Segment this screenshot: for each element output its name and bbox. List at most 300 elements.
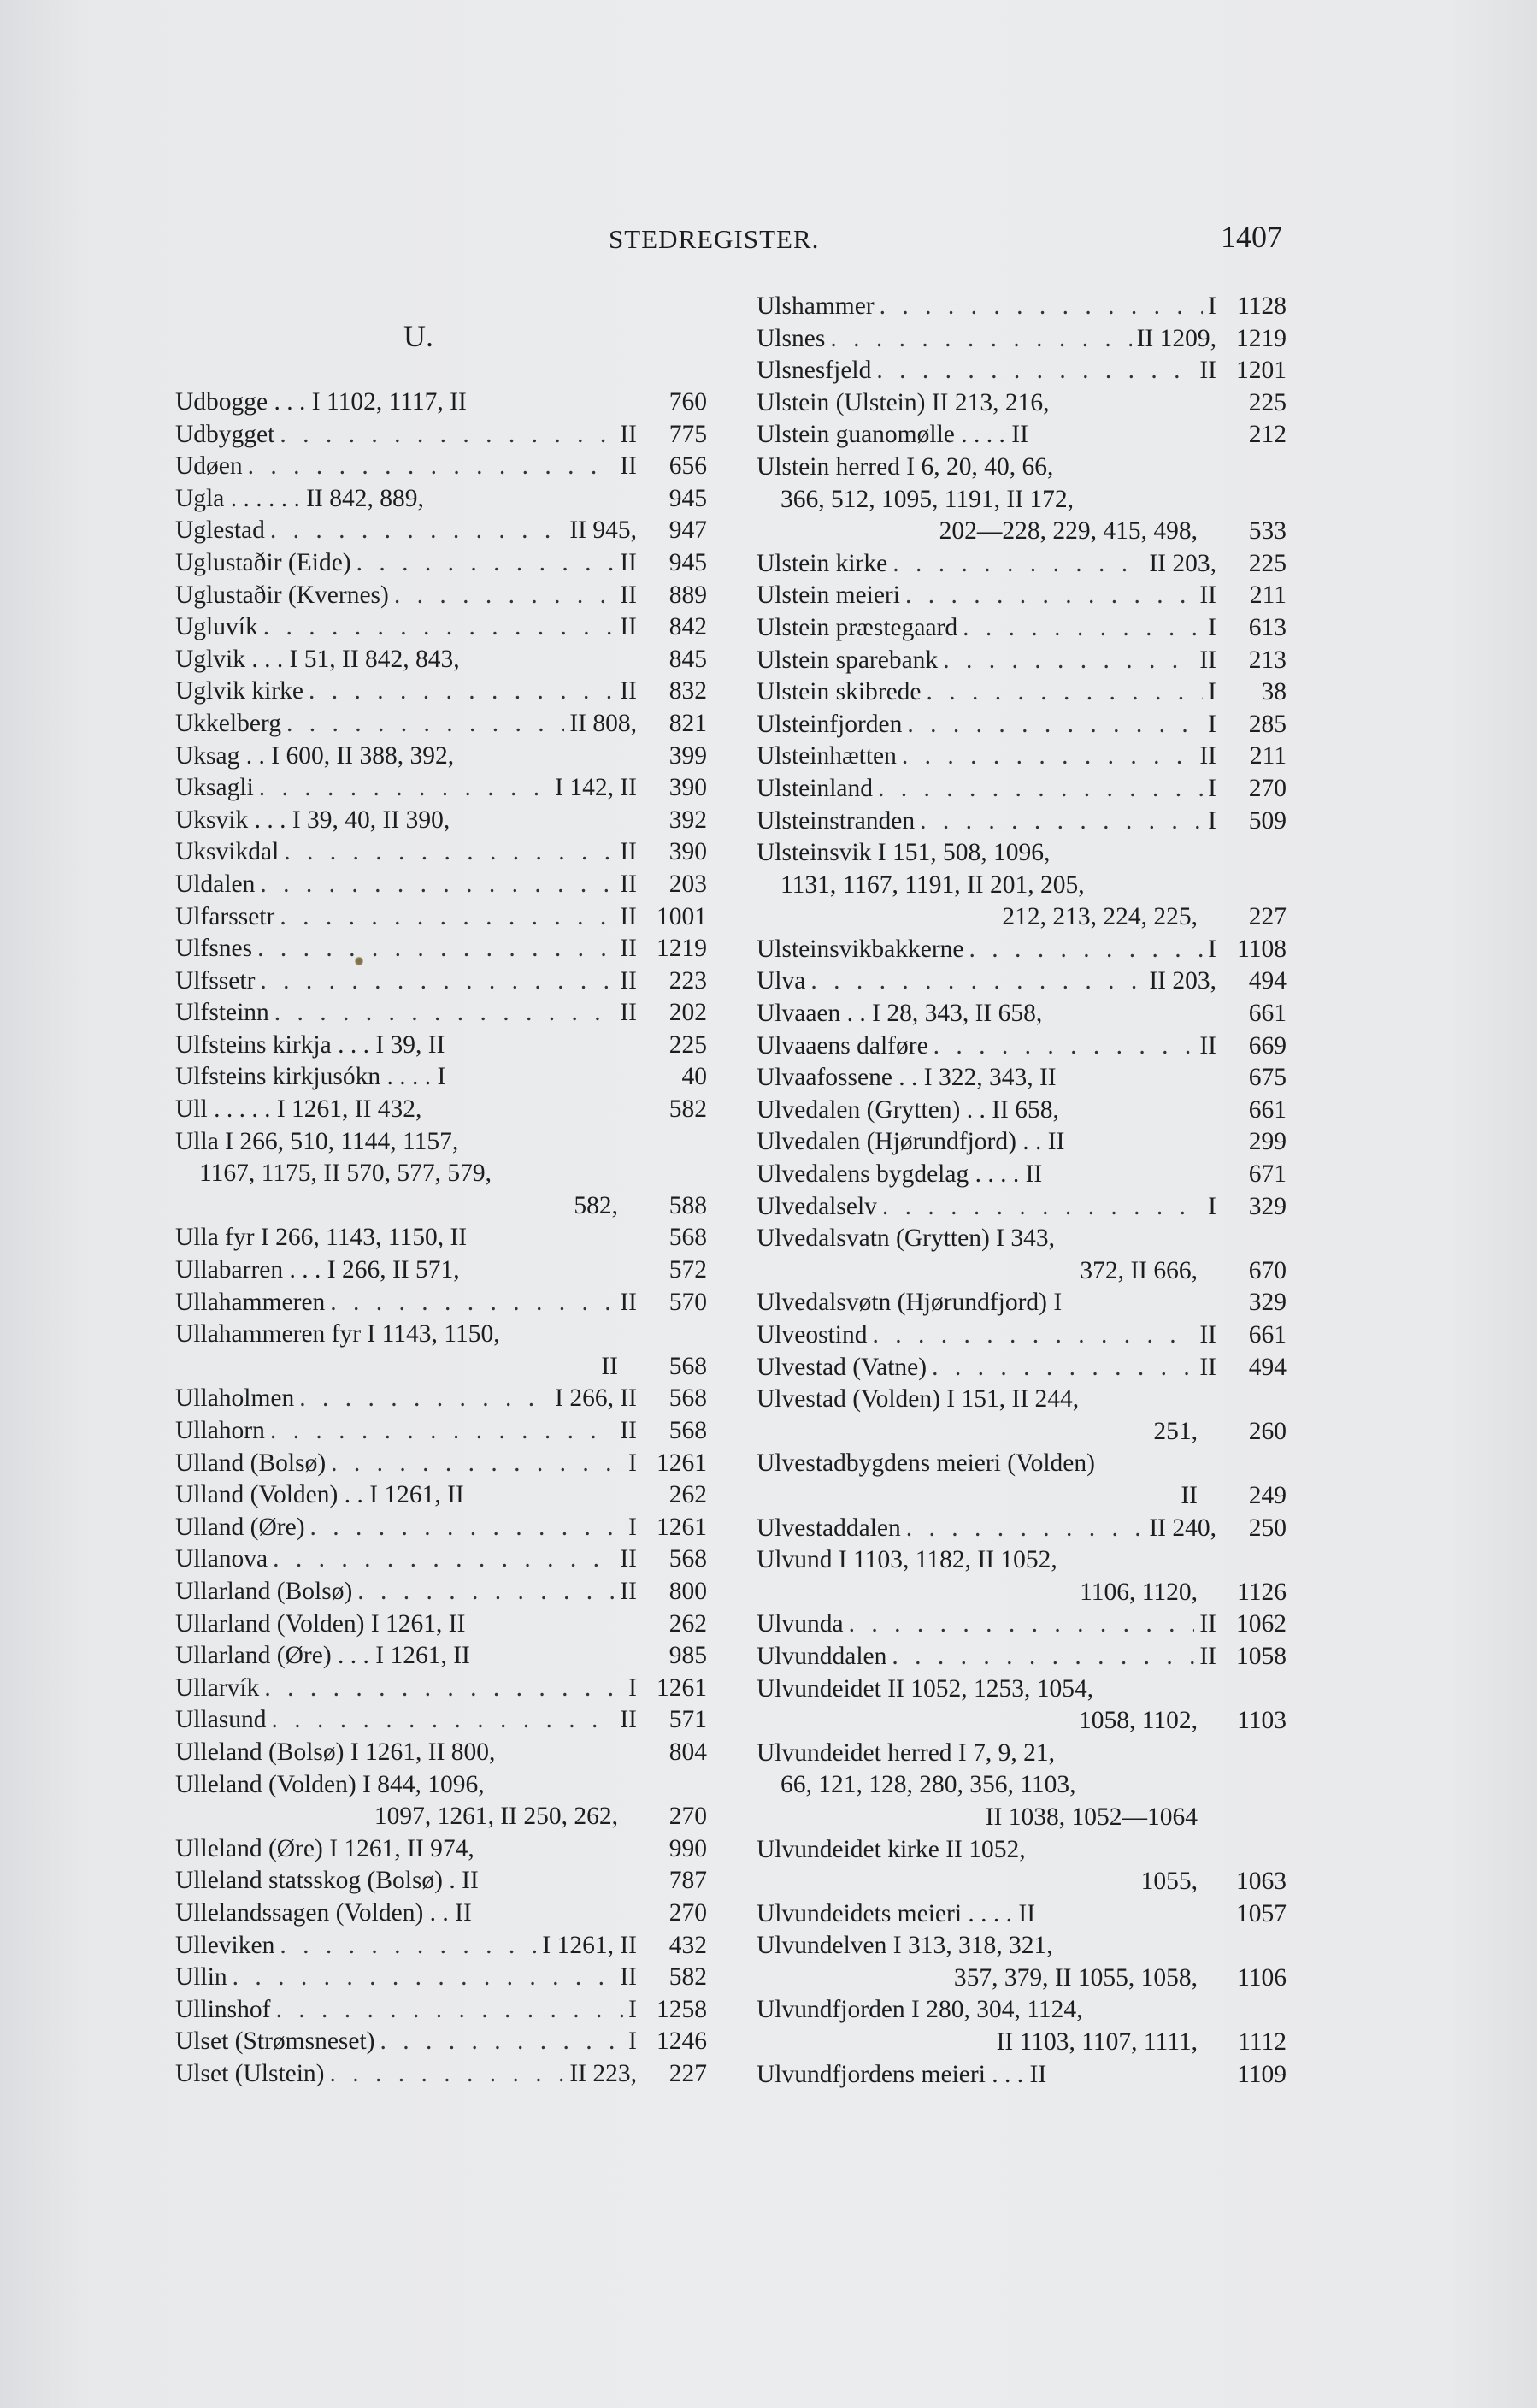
- page-reference: 669: [1248, 1031, 1287, 1059]
- leader-dots: [255, 869, 615, 901]
- index-entry: [757, 1191, 1287, 1224]
- entry-text: Ulsnes: [757, 324, 826, 352]
- index-line: [175, 387, 707, 419]
- page-reference: 390: [668, 838, 707, 866]
- entry-text: Uglvik . . . I 51, II 842, 843,: [175, 645, 460, 673]
- entry-text: Ull . . . . . I 1261, II 432,: [175, 1095, 422, 1124]
- page-reference: 285: [1248, 710, 1287, 738]
- index-line: [175, 1769, 707, 1802]
- entry-text: Ulsteinstranden: [757, 806, 916, 835]
- index-line: [175, 1061, 707, 1094]
- index-line: [757, 741, 1287, 773]
- index-line: [175, 1833, 707, 1866]
- entry-text: Ulleland (Bolsø) I 1261, II 800,: [175, 1738, 496, 1766]
- entry-references: II: [620, 581, 637, 609]
- entry-text: 251,: [1153, 1417, 1198, 1445]
- entry-text: 212, 213, 224, 225,: [1002, 903, 1198, 931]
- index-line: [757, 1608, 1287, 1641]
- index-line: [175, 997, 707, 1030]
- index-line: [175, 1608, 707, 1641]
- leader-dots: [227, 1962, 615, 1994]
- entry-references: I: [1208, 613, 1216, 641]
- entry-text: Ulleviken: [175, 1931, 275, 1959]
- leader-dots: [897, 741, 1194, 773]
- entry-text: Uldalen: [175, 870, 256, 898]
- page-reference: 211: [1249, 742, 1287, 770]
- entry-text: Ulvundelven I 313, 318, 321,: [757, 1932, 1053, 1960]
- entry-text: Ulset (Ulstein): [175, 2059, 325, 2087]
- index-entry: [757, 1994, 1287, 2058]
- entry-text: 202—228, 229, 415, 498,: [939, 517, 1198, 546]
- leader-dots: [325, 1287, 615, 1319]
- entry-text: 1055,: [1140, 1868, 1198, 1896]
- page-reference: 223: [668, 966, 707, 994]
- page-reference: 38: [1261, 678, 1287, 706]
- entry-text: Ullarland (Volden) I 1261, II: [175, 1609, 466, 1638]
- leader-dots: [873, 773, 1203, 806]
- page-reference: 661: [1248, 1000, 1287, 1028]
- index-line: [757, 676, 1287, 709]
- entry-text: Ullin: [175, 1963, 227, 1992]
- leader-dots: [281, 708, 564, 741]
- entry-text: 1097, 1261, II 250, 262,: [374, 1803, 618, 1831]
- index-line: [757, 2059, 1287, 2092]
- page-reference: 832: [668, 677, 707, 705]
- entry-text: Ulstein præstegaard: [757, 613, 958, 641]
- index-entry: [175, 1640, 707, 1673]
- index-entry: [757, 645, 1287, 677]
- index-entry: [757, 837, 1287, 934]
- index-entry: [175, 1673, 707, 1705]
- page-reference: 262: [668, 1609, 707, 1638]
- entry-text: Ullelandssagen (Volden) . . II: [175, 1898, 472, 1927]
- index-entry: [757, 1513, 1287, 1545]
- page-reference: 213: [1248, 646, 1287, 674]
- index-line: [175, 1319, 707, 1351]
- leader-dots: [265, 1415, 615, 1448]
- page-reference: 613: [1248, 613, 1287, 641]
- leader-dots: [886, 1641, 1194, 1673]
- index-line: [757, 1962, 1287, 1995]
- index-entry: [757, 1384, 1287, 1448]
- page-reference: 390: [668, 774, 707, 802]
- entry-text: Ulvedalsvatn (Grytten) I 343,: [757, 1225, 1055, 1253]
- entry-text: Ulvedalsvøtn (Hjørundfjord) I: [757, 1289, 1063, 1317]
- entry-text: Ulsteinsvikbakkerne: [757, 935, 964, 963]
- page-reference: 670: [1248, 1256, 1287, 1284]
- page-reference: 40: [681, 1063, 707, 1091]
- index-line: [757, 1448, 1287, 1480]
- index-entry: [175, 1543, 707, 1576]
- index-line: [757, 1191, 1287, 1224]
- entry-references: II 223,: [569, 2059, 637, 2087]
- entry-text: Ulsteinland: [757, 774, 874, 802]
- entry-references: II: [1199, 357, 1216, 385]
- index-entry: [175, 836, 707, 869]
- index-entry: [757, 452, 1287, 548]
- page-reference: 509: [1248, 806, 1287, 835]
- page-reference: 568: [668, 1384, 707, 1413]
- entry-text: Ulset (Strømsneset): [175, 2027, 375, 2056]
- index-line: [175, 933, 707, 965]
- entry-text: Ulvaafossene . . I 322, 343, II: [757, 1064, 1057, 1092]
- page-reference: 299: [1248, 1128, 1287, 1156]
- leader-dots: [877, 1191, 1203, 1224]
- index-line: [757, 1062, 1287, 1095]
- leader-dots: [255, 965, 615, 998]
- index-line: [757, 1641, 1287, 1673]
- leader-dots: [901, 1513, 1145, 1545]
- entry-text: Ulstein meieri: [757, 581, 900, 610]
- entry-references: II 203,: [1149, 549, 1216, 577]
- index-line: [175, 1962, 707, 1994]
- entry-references: I 1261, II: [542, 1931, 637, 1959]
- page-reference: 582: [668, 1095, 707, 1124]
- leader-dots: [915, 806, 1203, 838]
- entry-text: Ullinshof: [175, 1995, 271, 2023]
- entry-text: Ulvundeidet kirke II 1052,: [757, 1835, 1026, 1863]
- entry-text: Ulstein (Ulstein) II 213, 216,: [757, 388, 1050, 416]
- index-line: [175, 1576, 707, 1608]
- entry-text: Ulsnesfjeld: [757, 357, 872, 385]
- leader-dots: [351, 547, 615, 580]
- index-line: [175, 1383, 707, 1415]
- index-line: [757, 645, 1287, 677]
- index-line: [757, 291, 1287, 323]
- index-line: [757, 1287, 1287, 1319]
- entry-references: I: [1208, 678, 1216, 706]
- leader-dots: [268, 1543, 615, 1576]
- page-reference: 432: [668, 1931, 707, 1959]
- entry-references: I: [628, 2027, 637, 2056]
- leader-dots: [902, 709, 1203, 741]
- index-column-left: [175, 387, 707, 2090]
- index-entry: [757, 355, 1287, 387]
- index-line: [757, 1255, 1287, 1288]
- leader-dots: [274, 419, 615, 452]
- index-entry: [175, 997, 707, 1030]
- page-reference: 1112: [1238, 2028, 1287, 2057]
- entry-text: 66, 121, 128, 280, 356, 1103,: [780, 1771, 1076, 1799]
- index-line: [175, 1897, 707, 1930]
- index-entry: [757, 1319, 1287, 1352]
- index-line: [175, 1287, 707, 1319]
- entry-text: Ulvedalen (Grytten) . . II 658,: [757, 1095, 1059, 1124]
- leader-dots: [305, 1512, 624, 1544]
- entry-text: Ulvundeidets meieri . . . . II: [757, 1899, 1036, 1927]
- index-line: [175, 1640, 707, 1673]
- entry-text: Ulstein herred I 6, 20, 40, 66,: [757, 452, 1054, 481]
- index-entry: [757, 806, 1287, 838]
- page-reference: 260: [1248, 1417, 1287, 1445]
- entry-references: II 1209,: [1136, 324, 1216, 352]
- index-line: [175, 1415, 707, 1448]
- page-reference: 990: [668, 1834, 707, 1862]
- index-line: [757, 1769, 1287, 1802]
- entry-references: II: [620, 613, 637, 641]
- index-line: [175, 1030, 707, 1062]
- index-column-right: [757, 291, 1287, 2091]
- index-line: [175, 644, 707, 676]
- index-entry: [175, 451, 707, 483]
- page-reference: 582: [668, 1963, 707, 1992]
- index-line: [175, 1254, 707, 1287]
- index-line: [175, 741, 707, 773]
- page-reference: 1109: [1237, 2060, 1287, 2088]
- index-line: [175, 1158, 707, 1190]
- leader-dots: [258, 611, 615, 644]
- entry-text: Ulsteinsvik I 151, 508, 1096,: [757, 839, 1051, 867]
- page-reference: 568: [668, 1417, 707, 1444]
- entry-references: II: [1199, 1642, 1216, 1670]
- index-line: [175, 2026, 707, 2058]
- entry-text: Ullanova: [175, 1545, 268, 1573]
- entry-text: Uksag . . I 600, II 388, 392,: [175, 741, 455, 770]
- index-entry: [175, 1769, 707, 1833]
- entry-text: Ullarvík: [175, 1673, 260, 1702]
- index-line: [757, 1095, 1287, 1127]
- index-entry: [757, 1673, 1287, 1738]
- index-entry: [175, 1479, 707, 1512]
- index-entry: [175, 387, 707, 419]
- index-entry: [175, 1448, 707, 1480]
- index-entry: [175, 580, 707, 612]
- entry-text: Uglustaðir (Kvernes): [175, 581, 389, 609]
- index-line: [757, 1994, 1287, 2027]
- index-line: [757, 1802, 1287, 1834]
- entry-text: Uglestad: [175, 516, 265, 545]
- page-reference: 572: [668, 1256, 707, 1284]
- entry-references: II 945,: [569, 516, 637, 545]
- page-reference: 1126: [1237, 1578, 1287, 1606]
- page-reference: 568: [668, 1545, 707, 1573]
- entry-text: Ulstein sparebank: [757, 646, 939, 674]
- leader-dots: [964, 934, 1204, 966]
- entry-references: I: [1208, 710, 1216, 738]
- index-line: [757, 1384, 1287, 1416]
- entry-text: 366, 512, 1095, 1191, II 172,: [780, 485, 1075, 513]
- index-line: [757, 1544, 1287, 1577]
- entry-references: II: [620, 902, 637, 930]
- entry-references: I: [628, 1995, 637, 2023]
- leader-dots: [274, 901, 615, 934]
- index-line: [757, 1866, 1287, 1898]
- index-entry: [757, 612, 1287, 645]
- page-reference: 270: [668, 1898, 707, 1927]
- entry-references: II: [1199, 1610, 1216, 1638]
- leader-dots: [874, 291, 1204, 323]
- index-entry: [175, 965, 707, 998]
- index-line: [757, 484, 1287, 516]
- index-entry: [757, 419, 1287, 452]
- entry-text: 1058, 1102,: [1078, 1707, 1198, 1735]
- page-reference: 494: [1248, 1353, 1287, 1381]
- leader-dots: [927, 1352, 1194, 1384]
- page-reference: 1258: [657, 1995, 707, 2023]
- page-reference: 568: [668, 1352, 707, 1380]
- index-entry: [757, 934, 1287, 966]
- entry-text: Ulstein skibrede: [757, 678, 922, 706]
- page-reference: 945: [668, 548, 707, 576]
- index-line: [757, 1705, 1287, 1738]
- section-letter: U.: [403, 319, 433, 353]
- index-entry: [757, 1095, 1287, 1127]
- page-reference: 1246: [657, 2027, 707, 2056]
- page-reference: 392: [668, 806, 707, 834]
- page-number: 1407: [1221, 220, 1282, 254]
- index-entry: [175, 1061, 707, 1094]
- index-line: [175, 708, 707, 741]
- index-line: [175, 580, 707, 612]
- entry-references: II: [620, 870, 637, 898]
- index-entry: [175, 869, 707, 901]
- entry-text: 1106, 1120,: [1080, 1578, 1198, 1606]
- index-entry: [757, 1352, 1287, 1384]
- index-entry: [175, 1608, 707, 1641]
- page-reference: 760: [668, 388, 707, 416]
- index-entry: [175, 1737, 707, 1769]
- entry-text: Ullahammeren: [175, 1288, 326, 1316]
- entry-text: Ulfssetr: [175, 966, 256, 994]
- entry-text: II 1038, 1052—1064: [985, 1803, 1198, 1831]
- entry-text: Ulfsnes: [175, 935, 253, 963]
- index-entry: [175, 901, 707, 934]
- index-line: [175, 1994, 707, 2027]
- index-line: [175, 1351, 707, 1384]
- page-reference: 1261: [657, 1673, 707, 1702]
- index-entry: [175, 419, 707, 452]
- page-reference: 571: [668, 1706, 707, 1734]
- index-entry: [757, 998, 1287, 1030]
- index-line: [175, 1190, 707, 1223]
- index-entry: [757, 1448, 1287, 1512]
- leader-dots: [825, 323, 1131, 356]
- index-line: [757, 516, 1287, 548]
- index-line: [175, 676, 707, 708]
- page-reference: 947: [668, 516, 707, 545]
- index-entry: [175, 644, 707, 676]
- page-reference: 1058: [1236, 1642, 1287, 1670]
- entry-text: Ulstein guanomølle . . . . II: [757, 421, 1028, 449]
- entry-text: Ulvedalen (Hjørundfjord) . . II: [757, 1128, 1065, 1156]
- index-line: [757, 1577, 1287, 1609]
- leader-dots: [294, 1383, 550, 1415]
- entry-text: Ulvedalens bygdelag . . . . II: [757, 1160, 1043, 1189]
- page-reference: 1219: [1236, 324, 1287, 352]
- entry-text: 357, 379, II 1055, 1058,: [953, 1963, 1198, 1992]
- page-reference: 494: [1248, 967, 1287, 995]
- page-reference: 787: [668, 1867, 707, 1895]
- entry-text: Ulland (Bolsø): [175, 1449, 327, 1477]
- entry-text: Ulveostind: [757, 1321, 868, 1349]
- page-reference: 800: [668, 1577, 707, 1605]
- entry-text: Ulland (Øre): [175, 1513, 305, 1541]
- index-entry: [757, 1030, 1287, 1063]
- entry-text: Uglustaðir (Eide): [175, 548, 351, 576]
- index-line: [757, 323, 1287, 356]
- index-line: [175, 772, 707, 805]
- entry-references: I: [628, 1449, 637, 1477]
- index-line: [175, 901, 707, 934]
- entry-references: II: [620, 935, 637, 963]
- entry-text: Ullarland (Øre) . . . I 1261, II: [175, 1642, 470, 1670]
- page-reference: 1103: [1237, 1707, 1287, 1735]
- page-reference: 656: [668, 452, 707, 481]
- entry-references: II: [620, 1288, 637, 1316]
- entry-references: II: [620, 420, 637, 448]
- page-reference: 671: [1248, 1160, 1287, 1189]
- entry-text: Ulleland statsskog (Bolsø) . II: [175, 1867, 479, 1895]
- index-line: [757, 1352, 1287, 1384]
- index-line: [757, 612, 1287, 645]
- index-entry: [175, 1094, 707, 1126]
- entry-text: Ullahorn: [175, 1417, 265, 1444]
- entry-references: II: [620, 838, 637, 866]
- index-entry: [175, 1576, 707, 1608]
- entry-text: Ulshammer: [757, 292, 874, 320]
- index-line: [175, 836, 707, 869]
- entry-references: I: [628, 1673, 637, 1702]
- index-line: [757, 1030, 1287, 1063]
- index-entry: [757, 773, 1287, 806]
- entry-text: II: [601, 1352, 618, 1380]
- entry-text: Ulleland (Øre) I 1261, II 974,: [175, 1834, 474, 1862]
- entry-text: Ugluvík: [175, 613, 258, 641]
- leader-dots: [270, 1994, 623, 2027]
- page-reference: 329: [1248, 1192, 1287, 1220]
- page-reference: 1063: [1236, 1868, 1287, 1896]
- entry-references: II: [620, 1545, 637, 1573]
- leader-dots: [844, 1608, 1195, 1641]
- index-entry: [757, 1641, 1287, 1673]
- page-reference: 1057: [1236, 1899, 1287, 1927]
- leader-dots: [267, 1704, 615, 1737]
- index-line: [757, 934, 1287, 966]
- index-entry: [757, 965, 1287, 998]
- leader-dots: [252, 933, 615, 965]
- page-reference: 270: [668, 1803, 707, 1831]
- index-line: [757, 965, 1287, 998]
- entry-text: Uksvikdal: [175, 838, 280, 866]
- page-reference: 889: [668, 581, 707, 609]
- index-line: [757, 1738, 1287, 1770]
- entry-text: Uksagli: [175, 774, 254, 802]
- index-entry: [757, 1834, 1287, 1898]
- entry-text: Ullahammeren fyr I 1143, 1150,: [175, 1320, 500, 1349]
- entry-references: II: [1199, 1353, 1216, 1381]
- page-reference: 675: [1248, 1064, 1287, 1092]
- page-reference: 533: [1248, 517, 1287, 546]
- entry-references: II: [1199, 742, 1216, 770]
- entry-text: Udøen: [175, 452, 243, 481]
- entry-references: II: [1199, 581, 1216, 610]
- page-reference: 775: [668, 420, 707, 448]
- entry-text: II: [1181, 1481, 1198, 1509]
- entry-text: Ullasund: [175, 1706, 267, 1734]
- page-reference: 212: [1248, 421, 1287, 449]
- index-line: [757, 1513, 1287, 1545]
- index-line: [757, 806, 1287, 838]
- page-reference: 804: [668, 1738, 707, 1766]
- index-entry: [175, 1030, 707, 1062]
- index-entry: [175, 2026, 707, 2058]
- leader-dots: [922, 676, 1204, 709]
- leader-dots: [259, 1673, 623, 1705]
- index-line: [175, 1222, 707, 1254]
- index-line: [175, 965, 707, 998]
- entry-text: 372, II 666,: [1080, 1256, 1198, 1284]
- leader-dots: [375, 2026, 624, 2058]
